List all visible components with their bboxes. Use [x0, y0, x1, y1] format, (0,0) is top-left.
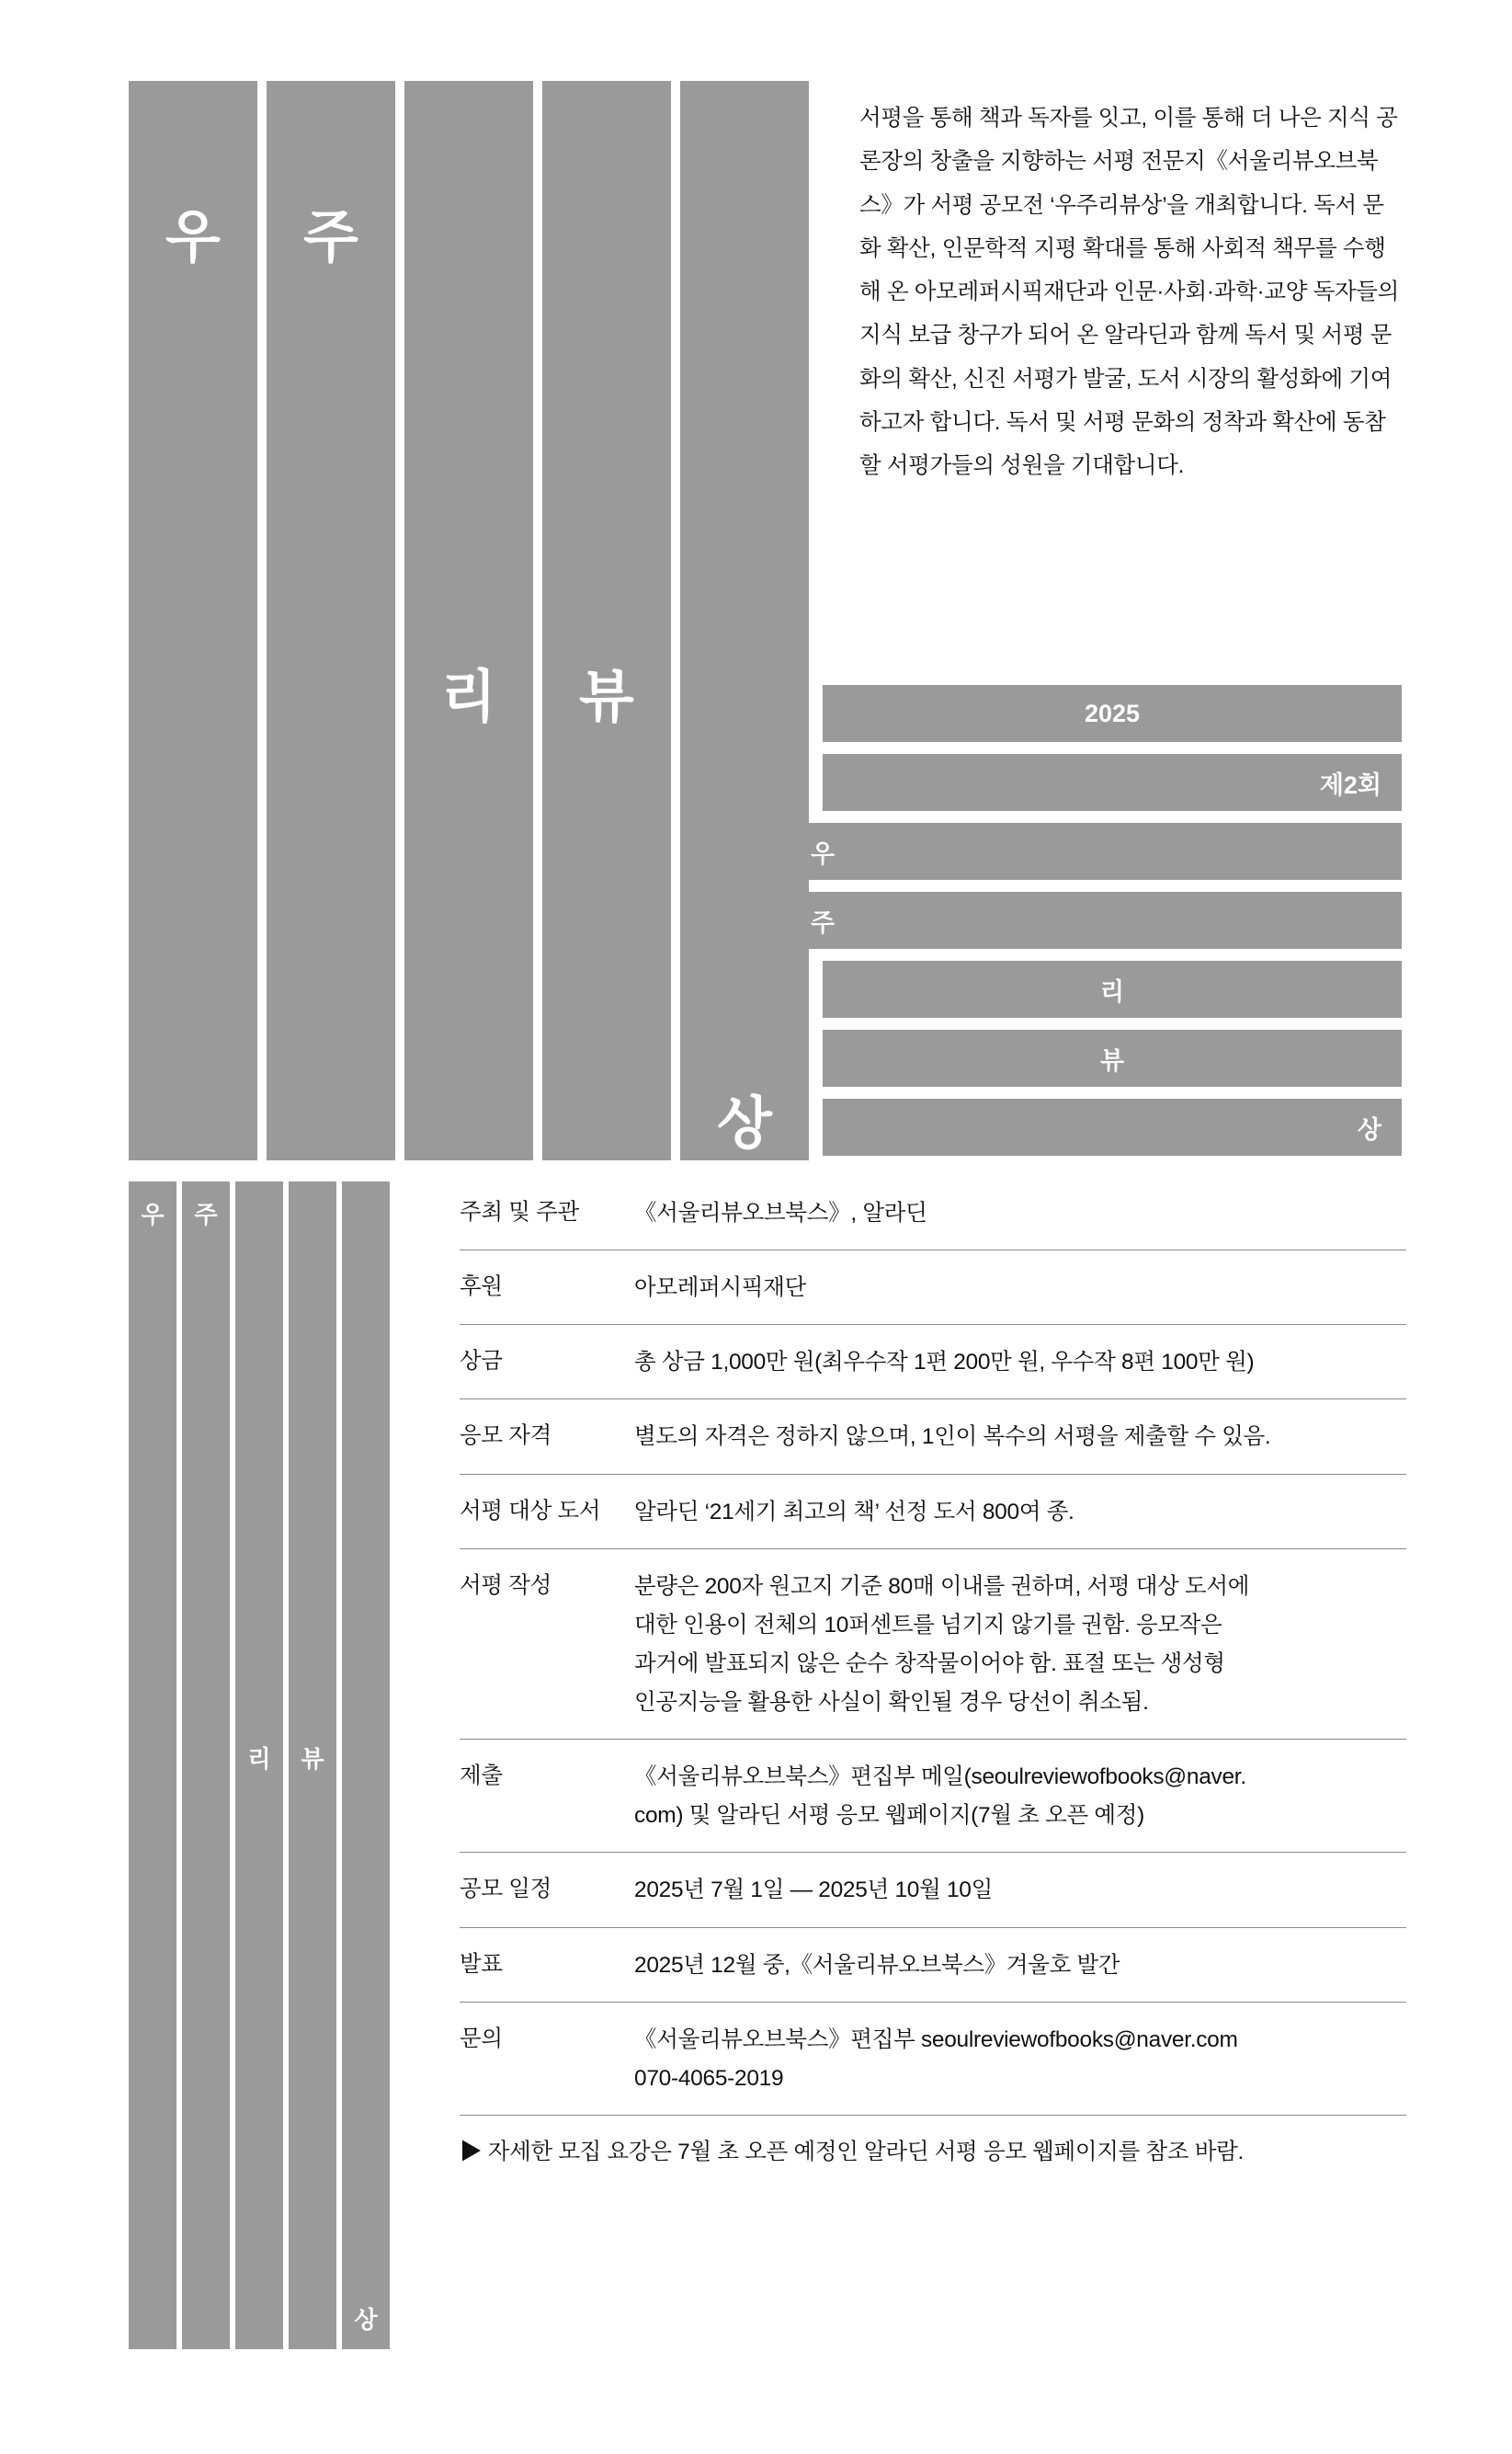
title-row-u-text: 우 [811, 839, 836, 868]
info-value-line: 《서울리뷰오브북스》편집부 메일(seoulreviewofbooks@naver. [634, 1764, 1246, 1790]
info-value [634, 1871, 1406, 1910]
info-value [634, 1194, 1406, 1233]
info-value-line: 아모레퍼시픽재단 [634, 1275, 806, 1301]
title-row-ju-text: 주 [811, 908, 836, 937]
title-row-ri [823, 961, 1402, 1018]
title-row-edition [823, 754, 1402, 811]
bottom-bar-1-glyph: 우 [141, 1201, 165, 1228]
vertical-bar-5 [680, 81, 809, 1160]
info-value [634, 1418, 1406, 1456]
title-rows [811, 685, 1402, 1168]
vertical-bar-3-glyph: 리 [441, 666, 496, 729]
info-value-line: 《서울리뷰오브북스》편집부 seoulreviewofbooks@naver.com [634, 2026, 1238, 2052]
info-value-line: 070-4065-2019 [634, 2065, 784, 2091]
info-value-line: 《서울리뷰오브북스》, 알라딘 [634, 1201, 927, 1226]
info-row [460, 2002, 1406, 2115]
bottom-bar-5 [342, 1181, 390, 2349]
bottom-bar-4 [289, 1181, 336, 2349]
poster-top-section [0, 0, 1512, 1163]
info-value [634, 1568, 1406, 1723]
title-row-edition-text: 제2회 [1319, 770, 1381, 799]
info-row [460, 1181, 1406, 1250]
poster-bottom-section [0, 1181, 1512, 2454]
info-value [634, 2021, 1406, 2098]
bottom-bar-4-glyph: 뷰 [301, 1745, 324, 1773]
title-row-ju [790, 892, 1402, 949]
title-row-sang [823, 1099, 1402, 1156]
info-value-line: 별도의 자격은 정하지 않으며, 1인이 복수의 서평을 제출할 수 있음. [634, 1424, 1271, 1450]
title-row-u [790, 823, 1402, 880]
vertical-bar-1 [129, 81, 257, 1160]
bottom-bar-3-glyph: 리 [247, 1745, 271, 1773]
info-value [634, 1343, 1406, 1382]
title-row-byu [823, 1030, 1402, 1087]
info-table [460, 1181, 1406, 2170]
info-label: 공모 일정 [460, 1877, 551, 1902]
info-label: 제출 [460, 1763, 503, 1789]
info-label: 서평 작성 [460, 1572, 551, 1598]
intro-paragraph: 서평을 통해 책과 독자를 잇고, 이를 통해 더 나은 지식 공론장의 창출을 지향하는 서평 전문지《서울리뷰오브북스》가 서평 공모전 ‘우주리뷰상’을 개최합니다. 독서 문화 확산, 인문학적 지평 확대를 통해 사회적 책무를 수행해 온 아모레퍼시픽재단과 인문·사회·과학·교양 독자들의 지식 보급 창구가 되어 온 알라딘과 함께 독서 및 서평 문화의 확산, 신진 서평가 발굴, 도서 시장의 활성화에 기여하고자 합니다. 독서 및 서평 문화의 정착과 확산에 동참할 서평가들의 성원을 기대합니다. [859, 106, 1400, 479]
vertical-bar-1-glyph: 우 [165, 206, 221, 269]
title-row-year [823, 685, 1402, 742]
info-label: 문의 [460, 2026, 503, 2051]
info-value-line: 인공지능을 활용한 사실이 확인될 경우 당선이 취소됨. [634, 1690, 1149, 1715]
info-row [460, 1398, 1406, 1473]
bottom-bar-2-glyph: 주 [194, 1201, 218, 1228]
info-value-line: 분량은 200자 원고지 기준 80매 이내를 권하며, 서평 대상 도서에 [634, 1573, 1250, 1599]
info-label: 응모 자격 [460, 1423, 551, 1449]
info-row [460, 1250, 1406, 1324]
info-label: 발표 [460, 1951, 503, 1977]
bottom-bar-2 [182, 1181, 230, 2349]
bottom-bar-1 [129, 1181, 176, 2349]
vertical-bar-2-glyph: 주 [303, 206, 358, 269]
info-value-line: 대한 인용이 전체의 10퍼센트를 넘기지 않기를 권함. 응모작은 [634, 1612, 1222, 1638]
bottom-bar-3 [235, 1181, 283, 2349]
info-row [460, 1474, 1406, 1548]
info-row [460, 1324, 1406, 1398]
title-row-ri-text: 리 [1099, 977, 1125, 1006]
info-value-line: 알라딘 ‘21세기 최고의 책’ 선정 도서 800여 종. [634, 1499, 1074, 1524]
info-label: 상금 [460, 1349, 503, 1375]
info-value [634, 1946, 1406, 1985]
info-label: 주최 및 주관 [460, 1200, 579, 1225]
vertical-bar-5-glyph: 상 [717, 1092, 772, 1156]
bottom-bar-5-glyph: 상 [354, 2306, 378, 2334]
vertical-bar-4 [542, 81, 671, 1160]
info-value-line: com) 및 알라딘 서평 응모 웹페이지(7월 초 오픈 예정) [634, 1803, 1144, 1829]
info-value-line: 과거에 발표되지 않은 순수 창작물이어야 함. 표절 또는 생성형 [634, 1650, 1225, 1676]
footnote: ▶ 자세한 모집 요강은 7월 초 오픈 예정인 알라딘 서평 응모 웹페이지를 참조 바람. [460, 2115, 1406, 2170]
vertical-bar-3 [404, 81, 533, 1160]
info-value [634, 1493, 1406, 1532]
info-label: 후원 [460, 1274, 503, 1300]
title-row-sang-text: 상 [1357, 1115, 1381, 1144]
info-value [634, 1758, 1406, 1835]
info-value-line: 총 상금 1,000만 원(최우수작 1편 200만 원, 우수작 8편 100만 원) [634, 1350, 1255, 1375]
info-row [460, 1852, 1406, 1926]
info-row [460, 1927, 1406, 2002]
info-label: 서평 대상 도서 [460, 1498, 601, 1524]
info-row [460, 1548, 1406, 1740]
info-row [460, 1739, 1406, 1852]
title-row-byu-text: 뷰 [1099, 1046, 1125, 1075]
info-value-line: 2025년 7월 1일 — 2025년 10월 10일 [634, 1878, 994, 1903]
vertical-bar-2 [267, 81, 395, 1160]
info-value [634, 1269, 1406, 1307]
title-row-year-text: 2025 [1084, 699, 1141, 727]
info-value-line: 2025년 12월 중,《서울리뷰오브북스》겨울호 발간 [634, 1952, 1120, 1978]
vertical-bar-4-glyph: 뷰 [579, 666, 634, 729]
